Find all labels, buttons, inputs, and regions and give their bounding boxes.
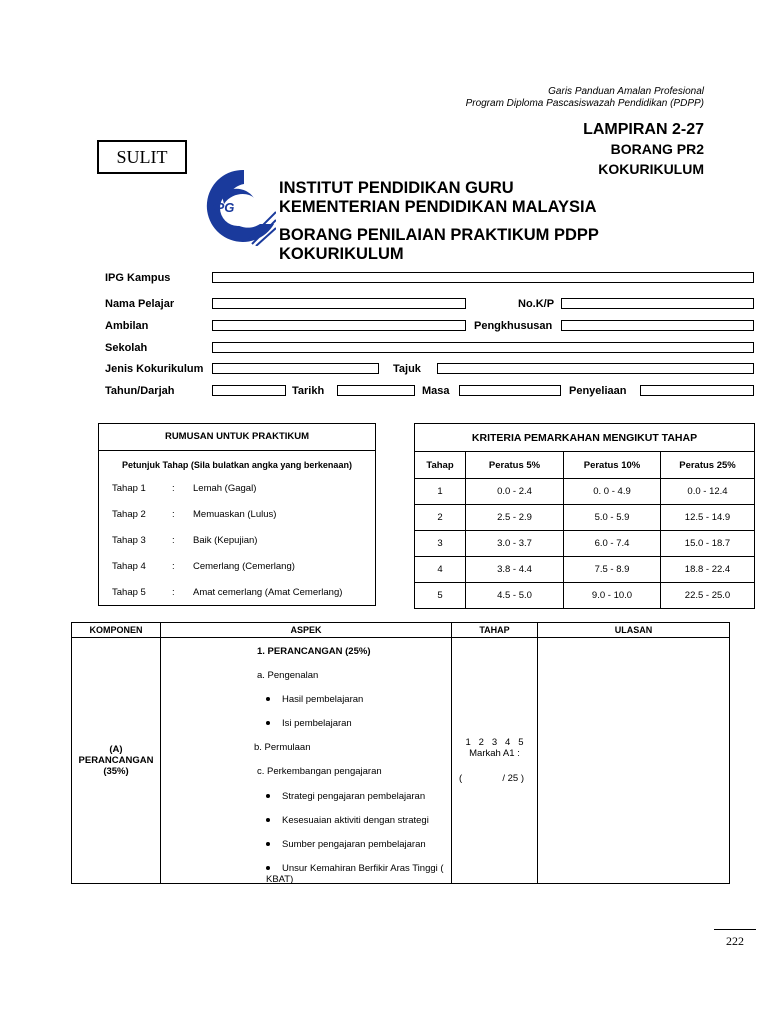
bullet-icon	[266, 697, 270, 701]
rumusan-tahap: Tahap 2	[112, 509, 146, 520]
rumusan-desc: Baik (Kepujian)	[193, 535, 258, 546]
list-item: Kesesuaian aktiviti dengan strategi	[266, 815, 429, 826]
komponen-header: KOMPONEN	[72, 623, 161, 638]
list-item: Isi pembelajaran	[266, 718, 352, 729]
ministry-name: KEMENTERIAN PENDIDIKAN MALAYSIA	[279, 198, 597, 216]
table-cell: 12.5 - 14.9	[661, 505, 755, 531]
sulit-stamp: SULIT	[97, 140, 187, 174]
table-cell: 3.0 - 3.7	[466, 531, 564, 557]
table-row	[415, 557, 755, 583]
komponen-weight: (35%)	[103, 766, 129, 777]
sekolah-field[interactable]	[212, 342, 754, 353]
tahap-scale: 1 2 3 4 5	[465, 737, 524, 748]
table-cell: 5.0 - 5.9	[564, 505, 661, 531]
table-row	[415, 583, 755, 609]
aspek-cell	[161, 638, 452, 884]
table-cell: 6.0 - 7.4	[564, 531, 661, 557]
masa-field[interactable]	[459, 385, 561, 396]
rumusan-desc: Cemerlang (Cemerlang)	[193, 561, 295, 572]
tahun-darjah-label: Tahun/Darjah	[105, 385, 175, 397]
aspek-header: ASPEK	[161, 623, 452, 638]
table-cell: 5	[415, 583, 466, 609]
tarikh-label: Tarikh	[292, 385, 325, 397]
page-number: 222	[726, 934, 744, 948]
bullet-icon	[266, 794, 270, 798]
kriteria-table	[414, 423, 755, 609]
rumusan-title: RUMUSAN UNTUK PRAKTIKUM	[99, 424, 375, 451]
rumusan-colon: :	[172, 561, 175, 572]
table-cell: 4.5 - 5.0	[466, 583, 564, 609]
rumusan-colon: :	[172, 509, 175, 520]
lampiran-code: LAMPIRAN 2-27	[583, 121, 704, 138]
table-cell: 0.0 - 2.4	[466, 479, 564, 505]
masa-label: Masa	[422, 385, 450, 397]
komponen-code: (A)	[109, 744, 123, 755]
rumusan-instruction: Petunjuk Tahap (Sila bulatkan angka yang berkenaan)	[122, 460, 352, 470]
tajuk-field[interactable]	[437, 363, 754, 374]
table-cell: 18.8 - 22.4	[661, 557, 755, 583]
form-title: BORANG PENILAIAN PRAKTIKUM PDPP	[279, 226, 599, 244]
ipg-logo	[204, 168, 276, 246]
ulasan-header: ULASAN	[538, 623, 730, 638]
table-row	[415, 531, 755, 557]
table-row	[415, 505, 755, 531]
kriteria-header: Peratus 5%	[466, 452, 564, 479]
list-item: Hasil pembelajaran	[266, 694, 363, 705]
rumusan-box	[98, 423, 376, 606]
rumusan-colon: :	[172, 483, 175, 494]
header-program: Program Diploma Pascasiswazah Pendidikan (PDPP)	[465, 98, 704, 109]
pengkhususan-field[interactable]	[561, 320, 754, 331]
tarikh-field[interactable]	[337, 385, 415, 396]
rumusan-tahap: Tahap 4	[112, 561, 146, 572]
penyeliaan-label: Penyeliaan	[569, 385, 627, 397]
table-cell: 4	[415, 557, 466, 583]
rumusan-tahap: Tahap 3	[112, 535, 146, 546]
form-subtitle: KOKURIKULUM	[279, 245, 404, 263]
table-cell: 0.0 - 12.4	[661, 479, 755, 505]
list-item: Strategi pengajaran pembelajaran	[266, 791, 425, 802]
jenis-kokurikulum-field[interactable]	[212, 363, 379, 374]
rumusan-tahap: Tahap 1	[112, 483, 146, 494]
aspek-heading: 1. PERANCANGAN (25%)	[257, 646, 371, 657]
tahap-header: TAHAP	[452, 623, 538, 638]
tahap-cell[interactable]	[452, 638, 538, 884]
rumusan-colon: :	[172, 535, 175, 546]
rumusan-desc: Amat cemerlang (Amat Cemerlang)	[193, 587, 343, 598]
nama-pelajar-field[interactable]	[212, 298, 466, 309]
table-cell: 3	[415, 531, 466, 557]
kriteria-header: Peratus 25%	[661, 452, 755, 479]
table-cell: 15.0 - 18.7	[661, 531, 755, 557]
rumusan-tahap: Tahap 5	[112, 587, 146, 598]
ambilan-label: Ambilan	[105, 320, 149, 332]
nama-pelajar-label: Nama Pelajar	[105, 298, 175, 310]
aspek-c: c. Perkembangan pengajaran	[257, 766, 382, 777]
assessment-table	[71, 622, 730, 884]
kriteria-header: Tahap	[415, 452, 466, 479]
markah-label: Markah A1 :	[469, 748, 520, 759]
markah-score[interactable]: ( / 25 )	[459, 773, 524, 784]
header-guideline: Garis Panduan Amalan Profesional	[548, 86, 704, 97]
table-cell: 22.5 - 25.0	[661, 583, 755, 609]
tahun-darjah-field[interactable]	[212, 385, 286, 396]
pengkhususan-label: Pengkhususan	[474, 320, 553, 332]
institute-name: INSTITUT PENDIDIKAN GURU	[279, 179, 514, 197]
bullet-icon	[266, 818, 270, 822]
aspek-b: b. Permulaan	[254, 742, 311, 753]
table-cell: 2	[415, 505, 466, 531]
ambilan-field[interactable]	[212, 320, 466, 331]
tajuk-label: Tajuk	[393, 363, 421, 375]
table-cell: 0. 0 - 4.9	[564, 479, 661, 505]
kriteria-header: Peratus 10%	[564, 452, 661, 479]
ipg-kampus-field[interactable]	[212, 272, 754, 283]
form-code: BORANG PR2	[610, 141, 704, 157]
list-item: Sumber pengajaran pembelajaran	[266, 839, 426, 850]
table-row	[415, 479, 755, 505]
table-cell: 3.8 - 4.4	[466, 557, 564, 583]
table-cell: 2.5 - 2.9	[466, 505, 564, 531]
ipg-kampus-label: IPG Kampus	[105, 272, 171, 284]
rumusan-colon: :	[172, 587, 175, 598]
bullet-icon	[266, 721, 270, 725]
bullet-icon	[266, 866, 270, 870]
kriteria-title: KRITERIA PEMARKAHAN MENGIKUT TAHAP	[415, 424, 755, 452]
table-cell: 9.0 - 10.0	[564, 583, 661, 609]
penyeliaan-field[interactable]	[640, 385, 754, 396]
rumusan-desc: Memuaskan (Lulus)	[193, 509, 277, 520]
form-type: KOKURIKULUM	[598, 161, 704, 177]
footer-rule	[714, 929, 756, 930]
list-item: Unsur Kemahiran Berfikir Aras Tinggi ( KBAT)	[266, 863, 444, 885]
bullet-icon	[266, 842, 270, 846]
no-kp-field[interactable]	[561, 298, 754, 309]
sekolah-label: Sekolah	[105, 342, 148, 354]
jenis-kokurikulum-label: Jenis Kokurikulum	[105, 363, 204, 375]
no-kp-label: No.K/P	[518, 298, 555, 310]
komponen-name: PERANCANGAN	[78, 755, 154, 766]
rumusan-desc: Lemah (Gagal)	[193, 483, 257, 494]
table-cell: 1	[415, 479, 466, 505]
aspek-a: a. Pengenalan	[257, 670, 319, 681]
table-cell: 7.5 - 8.9	[564, 557, 661, 583]
ulasan-cell[interactable]	[538, 638, 730, 884]
komponen-cell	[72, 638, 161, 884]
svg-text:IPG: IPG	[212, 200, 235, 215]
